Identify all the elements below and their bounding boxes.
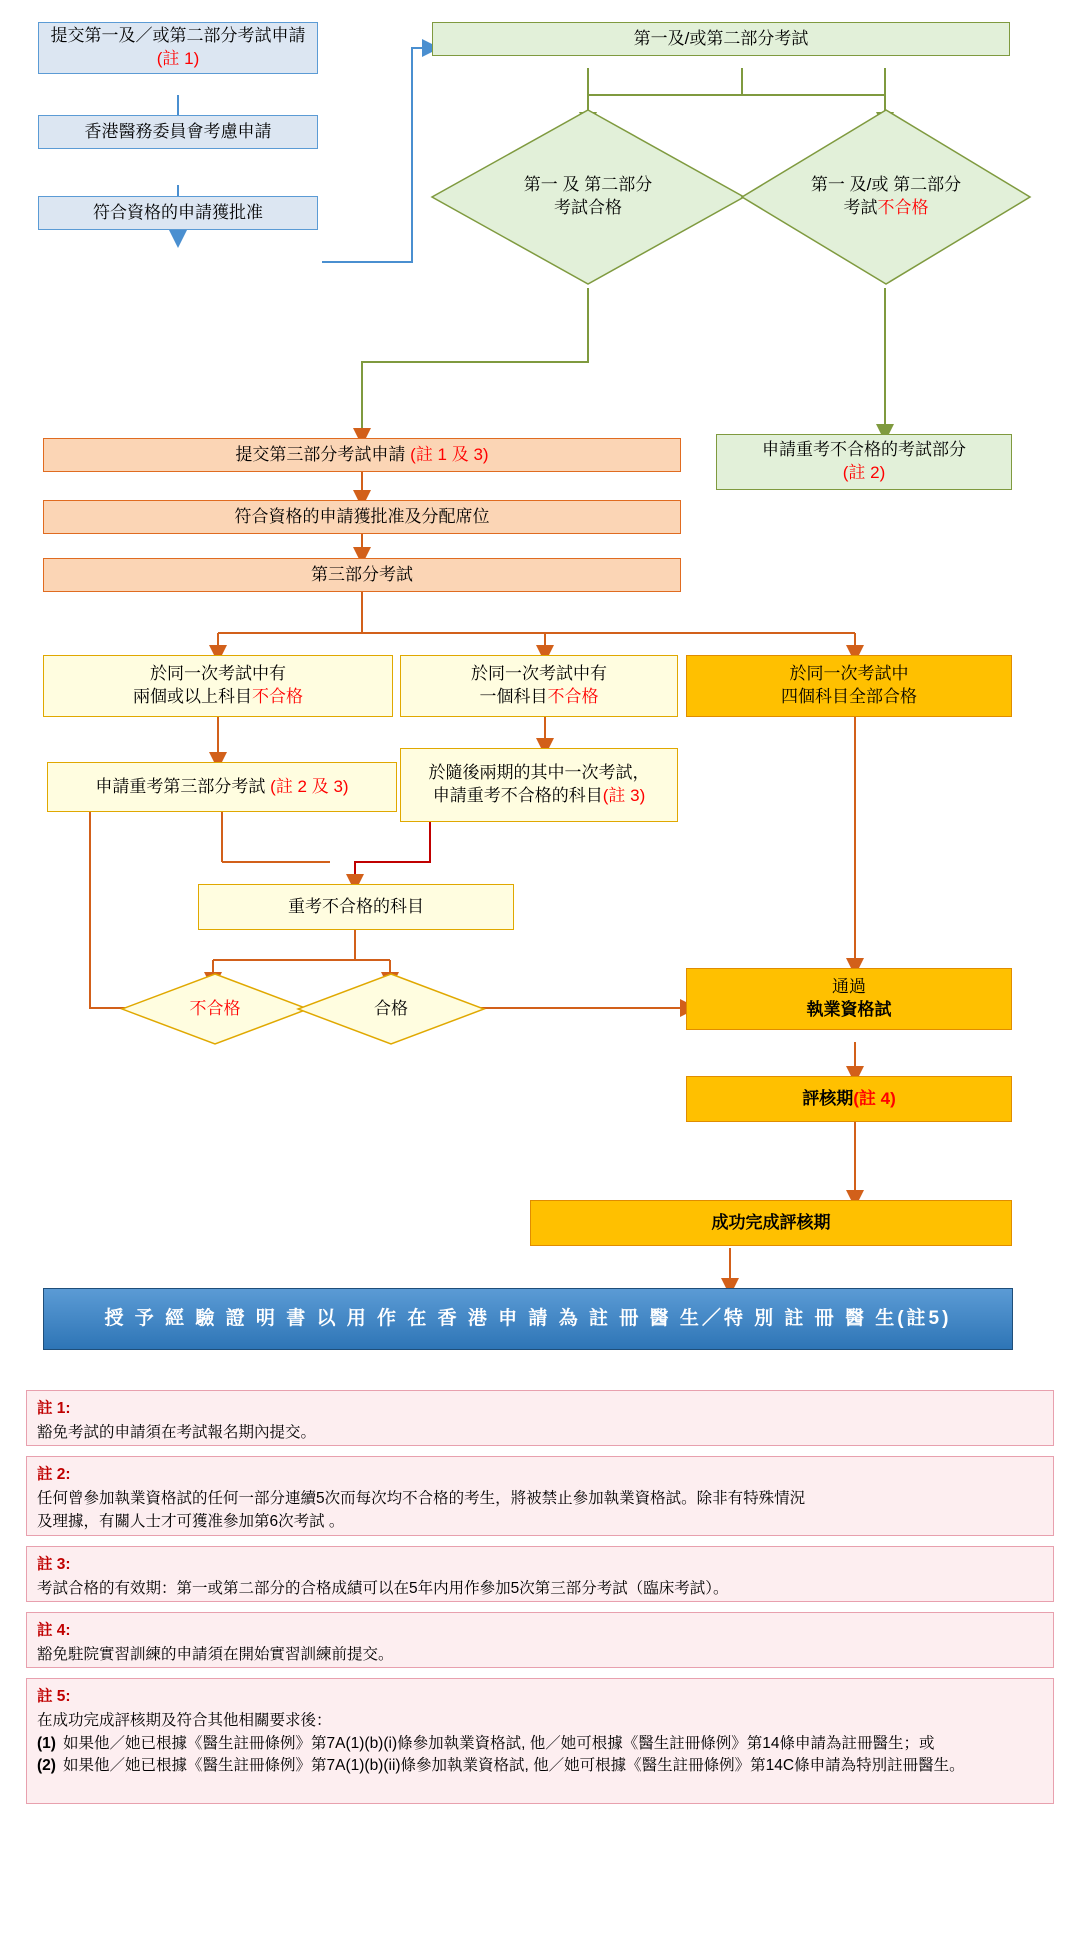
decision-pass-part12[interactable] [430,108,746,286]
note-2-line-1: 任何曾參加執業資格試的任何一部分連續5次而每次均不合格的考生，將被禁止參加執業資格試。除非有特殊情況 [37,1490,806,1508]
note-1-title: 註 1: [37,1400,71,1417]
node-exam-part12[interactable] [432,22,1010,56]
node-one-subject-fail[interactable]: 於同一次考試中有 一個科目不合格 [400,655,678,717]
node-eligible-approved[interactable] [38,196,318,230]
note-3-line-1: 考試合格的有效期：第一或第二部分的合格成績可以在5年内用作參加5次第三部分考試（臨床考試）。 [37,1580,729,1598]
node-two-or-more-fail[interactable]: 於同一次考試中有 兩個或以上科目不合格 [43,655,393,717]
decision-fail-part12[interactable] [740,108,1032,286]
node-certificate-of-experience[interactable]: 授 予 經 驗 證 明 書 以 用 作 在 香 港 申 請 為 註 冊 醫 生／特 別 註 冊 醫 生(註5) [43,1288,1013,1350]
node-reapply-failed-parts-label: 申請重考不合格的考試部分 [762,440,966,460]
note-5-line-1: 在成功完成評核期及符合其他相關要求後： [37,1712,332,1730]
node-apply-part3[interactable] [43,438,681,472]
node-council-consider-label: 香港醫務委員會考慮申請 [84,121,272,141]
node-retake-failed-subject[interactable]: 重考不合格的科目 [198,884,514,930]
node-exam-part3[interactable] [43,558,681,592]
note-5-item-2-marker: (2) [37,1757,56,1775]
note-3-title: 註 3: [37,1556,71,1573]
note-5-item-1 [37,1733,1043,1755]
decision-pass-part12-label: 第一 及 第二部分 考試合格 [523,175,653,217]
note-5-title: 註 5: [37,1688,71,1705]
node-apply-part12-label: 提交第一及／或第二部分考試申請 [50,26,306,46]
note-4-line-1: 豁免駐院實習訓練的申請須在開始實習訓練前提交。 [37,1646,394,1664]
note-2-line-2: 及理據，有關人士才可獲准參加第6次考試 。 [37,1512,345,1530]
decision-retake-fail[interactable] [120,972,310,1046]
node-eligible-approved-label: 符合資格的申請獲批准 [93,202,263,222]
node-apply-part3-label: 提交第三部分考試申請 [235,444,406,464]
note-5-item-2 [37,1755,1043,1777]
node-exam-part3-label: 第三部分考試 [311,564,413,584]
node-council-consider[interactable] [38,115,318,149]
node-all-four-pass[interactable]: 於同一次考試中 四個科目全部合格 [686,655,1012,717]
node-exam-part12-label: 第一及/或第二部分考試 [633,28,809,48]
note-5-list [37,1733,1043,1778]
node-reapply-part3[interactable]: 申請重考第三部分考試 (註 2 及 3) [47,762,397,812]
note-1-line-1: 豁免考試的申請須在考試報名期內提交。 [37,1424,317,1442]
note-5-item-1-text: 如果他／她已根據《醫生註冊條例》第7A(1)(b)(i)條參加執業資格試, 他／她可根據《醫生註冊條例》第14條申請為註冊醫生；或 [63,1734,935,1752]
decision-fail-part12-label: 第一 及/或 第二部分 考試不合格 [810,175,962,217]
node-complete-assessment[interactable]: 成功完成評核期 [530,1200,1012,1246]
note-5-item-1-marker: (1) [37,1734,56,1752]
note-4-title: 註 4: [37,1622,71,1639]
note-2 [26,1456,1054,1536]
note-5 [26,1678,1054,1804]
node-apply-part12[interactable] [38,22,318,74]
note-2-title: 註 2: [37,1466,71,1483]
node-retake-within-two-sessions[interactable]: 於隨後兩期的其中一次考試， 申請重考不合格的科目(註 3) [400,748,678,822]
decision-retake-pass-label: 合格 [374,998,408,1018]
decision-retake-fail-label: 不合格 [189,998,241,1018]
note-5-item-2-text: 如果他／她已根據《醫生註冊條例》第7A(1)(b)(ii)條參加執業資格試, 他／她可根據《醫生註冊條例》第14C條申請為特別註冊醫生。 [63,1757,965,1775]
node-apply-part3-note: (註 1 及 3) [410,444,489,464]
note-4 [26,1612,1054,1668]
node-approved-seat-label: 符合資格的申請獲批准及分配席位 [234,506,490,526]
note-1 [26,1390,1054,1446]
node-reapply-failed-parts[interactable] [716,434,1012,490]
node-assessment-period[interactable]: 評核期(註 4) [686,1076,1012,1122]
node-reapply-failed-parts-note: (註 2) [842,463,886,482]
note-3 [26,1546,1054,1602]
node-apply-part12-note: (註 1) [156,49,200,68]
node-approved-seat[interactable] [43,500,681,534]
node-pass-licensing-exam[interactable]: 通過 執業資格試 [686,968,1012,1030]
decision-retake-pass[interactable] [296,972,486,1046]
